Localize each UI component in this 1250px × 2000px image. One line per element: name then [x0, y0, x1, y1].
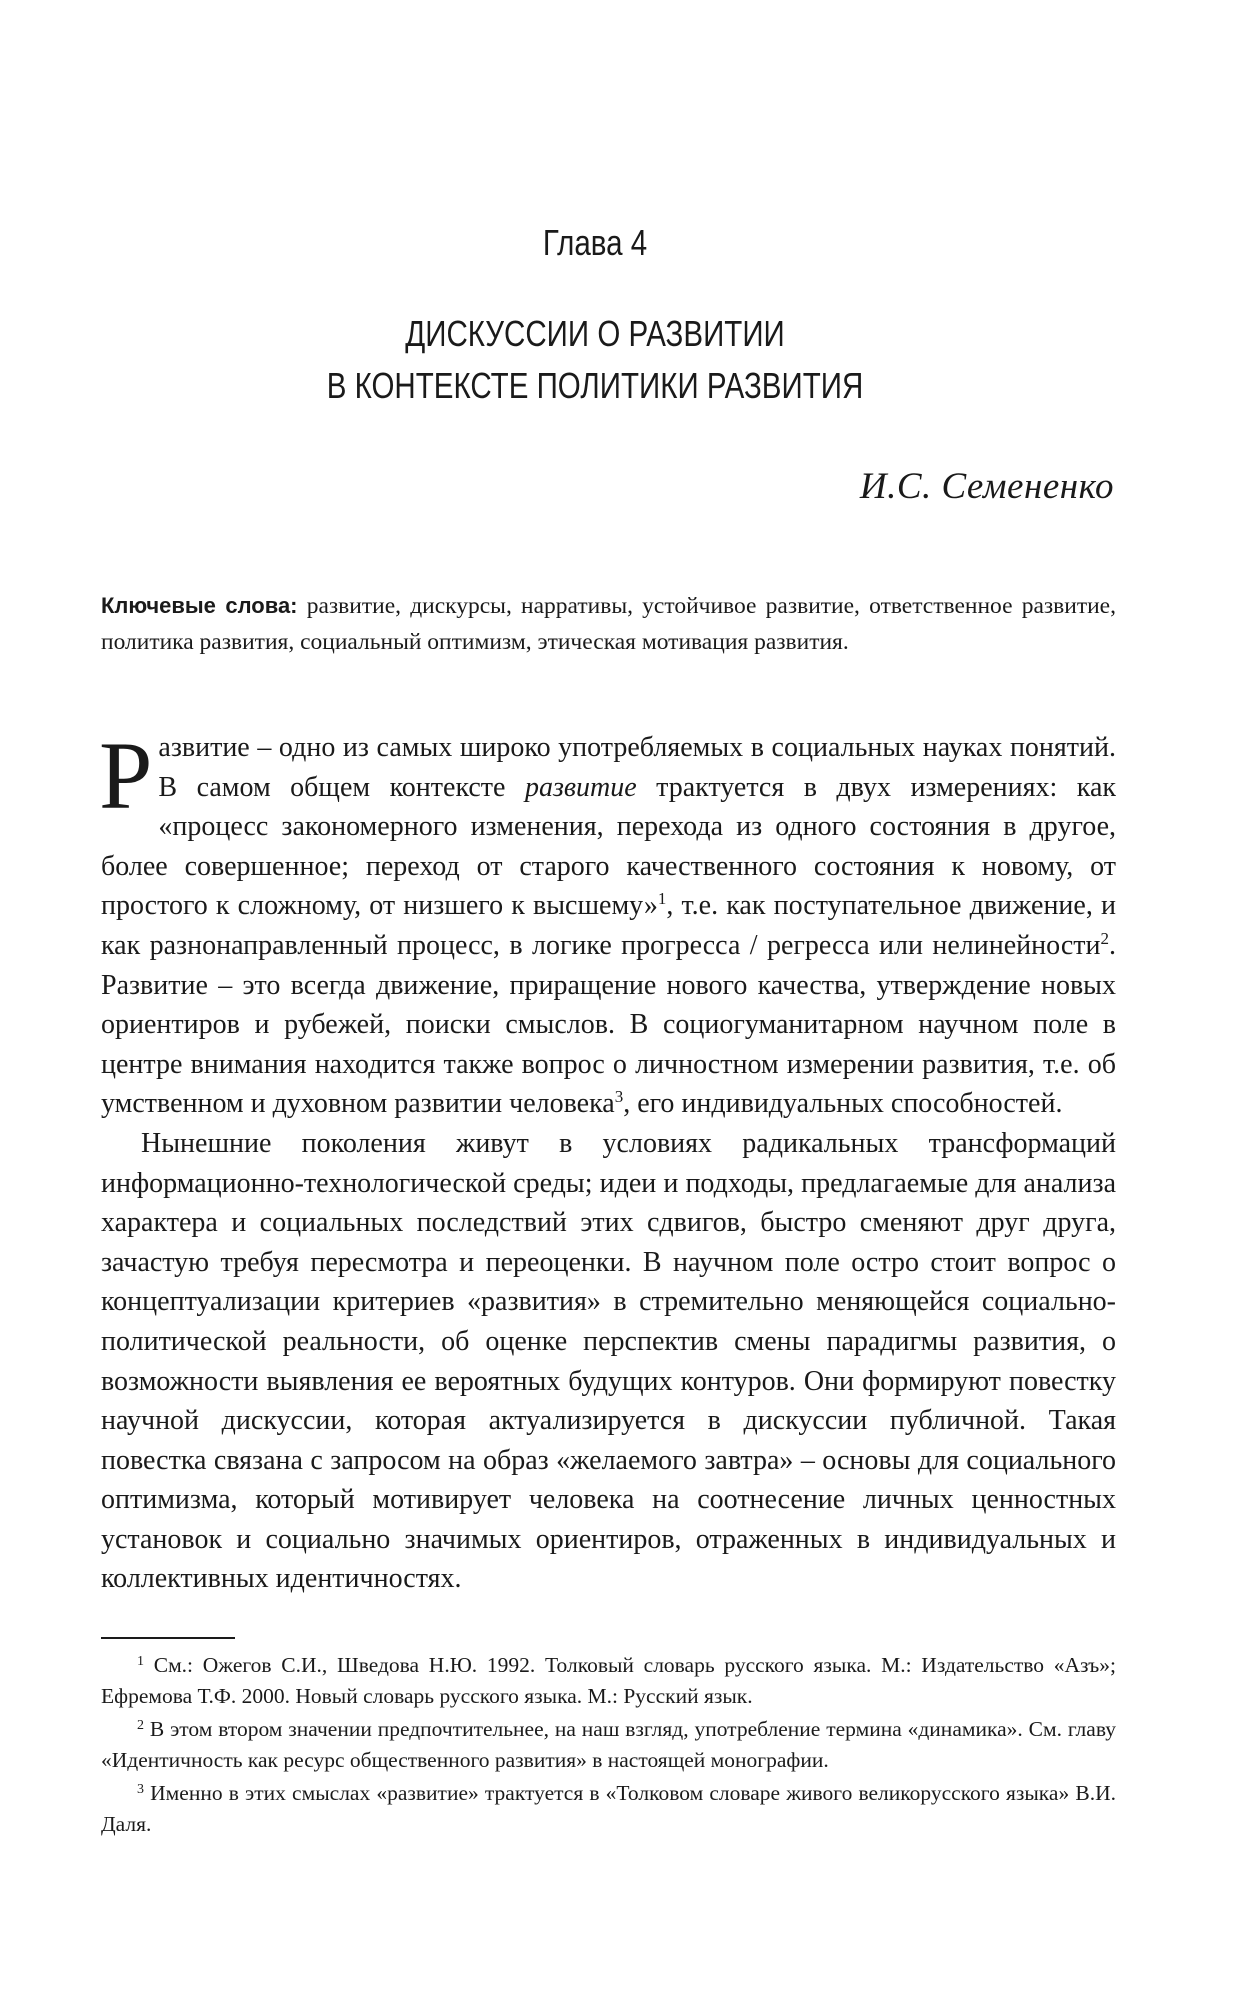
- paragraph: Нынешние поколения живут в условиях радикальных трансформаций информационно-технологической среды; идеи и подходы, предлагаемые для анализа характера и социальных последствий этих сдвигов, быстро сменяют друг друга, зачастую требуя пересмотра и переоценки. В научном поле остро стоит вопрос о концептуализации критериев «развития» в стремительно меняющейся социально-политической реальности, об оценке перспектив смены парадигмы развития, о возможности выявления ее вероятных будущих контуров. Они формируют повестку научной дискуссии, которая актуализируется в дискуссии публичной. Такая повестка связана с запросом на образ «желаемого завтра» – основы для социального оптимизма, который мотивирует человека на соотнесение личных ценностных установок и социально значимых ориентиров, отраженных в индивидуальных и коллективных идентичностях.: [101, 1127, 1116, 1595]
- footnote-text: Именно в этих смыслах «развитие» трактуется в «Толковом словаре живого великорусского языка» В.И. Даля.: [101, 1781, 1116, 1836]
- chapter-title: [107, 308, 1083, 412]
- keywords-block: [101, 588, 1116, 660]
- footnote: [101, 1650, 1116, 1712]
- footnote-ref-2[interactable]: 2: [1100, 928, 1109, 948]
- chapter-title-line-2: В КОНТЕКСТЕ ПОЛИТИКИ РАЗВИТИЯ: [326, 365, 864, 406]
- chapter-title-line-1: ДИСКУССИИ О РАЗВИТИИ: [405, 313, 785, 354]
- author-name: И.С. Семененко: [859, 466, 1114, 507]
- footnote: [101, 1714, 1116, 1776]
- footnote: [101, 1778, 1116, 1840]
- chapter-label: Глава 4: [542, 222, 648, 263]
- keywords-label: Ключевые слова:: [101, 593, 298, 618]
- paragraph-text: . Развитие – это всегда движение, приращение нового качества, утверждение новых ориентиров и рубежей, поиски смыслов. В социогуманитарном научном поле в центре внимания находится также вопрос о личностном измерении развития, т.е. об умственном и духовном развитии человека: [101, 929, 1116, 1120]
- footnote-number: 2: [137, 1718, 144, 1733]
- footnote-text: В этом втором значении предпочтительнее, на наш взгляд, употребление термина «динамика». См. главу «Идентичность как ресурс общественного развития» в настоящей монографии.: [101, 1717, 1116, 1772]
- paragraph-text: , т.е. как поступательное движение, и как разнонаправленный процесс, в логике прогресса / регресса или нелинейности: [101, 890, 1116, 961]
- paragraph-text: азвитие – одно из самых широко употребляемых в социальных науках понятий. В самом общем контексте: [158, 732, 1116, 803]
- paragraph: [99, 722, 1116, 1124]
- keywords-text: развитие, дискурсы, нарративы, устойчивое развитие, ответственное развитие, политика развития, социальный оптимизм, этическая мотивация развития.: [101, 593, 1116, 655]
- drop-cap: Р: [99, 722, 153, 829]
- footnote-number: 1: [137, 1654, 144, 1669]
- footnote-text: См.: Ожегов С.И., Шведова Н.Ю. 1992. Толковый словарь русского языка. М.: Издательство «Азъ»; Ефремова Т.Ф. 2000. Новый словарь русского языка. М.: Русский язык.: [101, 1653, 1116, 1708]
- paragraph-text: , его индивидуальных способностей.: [623, 1088, 1063, 1120]
- paragraph-text: трактуется в двух измерениях: как «процесс закономерного изменения, перехода из одного состояния в другое, более совершенное; переход от старого качественного состояния к новому, от простого к сложному, от низшего к высшему»: [101, 771, 1116, 922]
- italic-term: развитие: [524, 771, 637, 803]
- footnotes: [101, 1650, 1116, 1842]
- body-text: [99, 722, 1116, 1599]
- footnote-divider: [101, 1637, 235, 1639]
- footnote-ref-1[interactable]: 1: [657, 889, 667, 909]
- footnote-ref-3[interactable]: 3: [614, 1087, 624, 1107]
- footnote-number: 3: [137, 1782, 144, 1797]
